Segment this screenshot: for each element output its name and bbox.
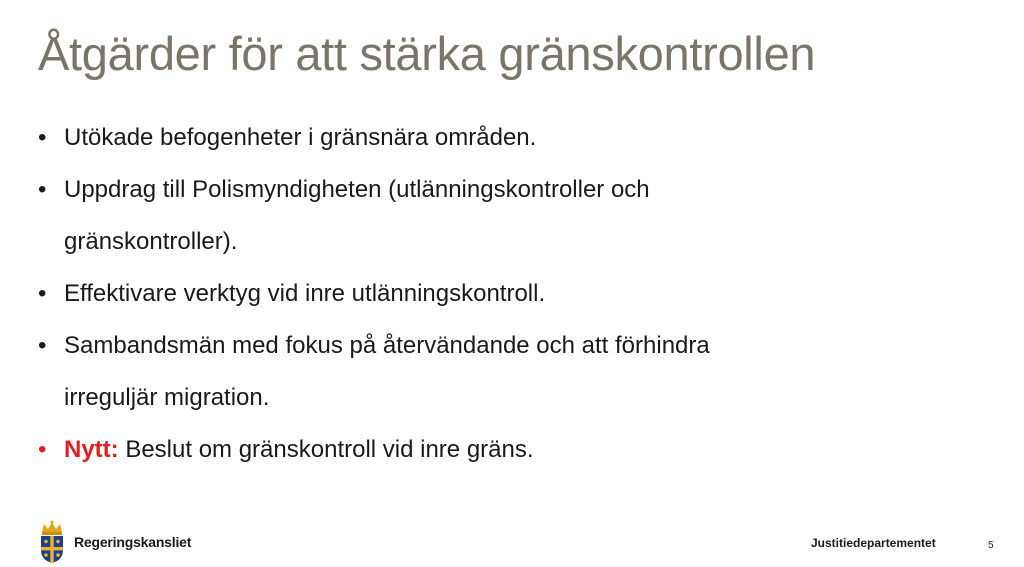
bullet-list: [38, 112, 798, 476]
slide-title: Åtgärder för att stärka gränskontrollen: [38, 27, 816, 80]
bullet-marker: •: [38, 176, 47, 203]
bullet-marker: •: [38, 436, 47, 463]
bullet-item: [38, 164, 764, 268]
bullet-marker: •: [38, 124, 47, 151]
government-logo: [38, 520, 191, 564]
bullet-marker: •: [38, 332, 47, 359]
bullet-text: Effektivare verktyg vid inre utlänningskontroll.: [64, 280, 546, 307]
page-number: 5: [988, 540, 994, 551]
bullet-text: Beslut om gränskontroll vid inre gräns.: [125, 436, 534, 463]
bullet-item: [38, 112, 798, 164]
bullet-text: Utökade befogenheter i gränsnära områden.: [64, 124, 537, 151]
bullet-marker: •: [38, 280, 47, 307]
crown-shield-crest-icon: [38, 520, 66, 564]
department-name: Justitiedepartementet: [811, 536, 936, 550]
bullet-item: [38, 320, 764, 424]
bullet-text: Uppdrag till Polismyndigheten (utlänningskontroller och gränskontroller).: [64, 176, 650, 255]
logo-text: Regeringskansliet: [74, 534, 192, 550]
bullet-text: Sambandsmän med fokus på återvändande och att förhindra irreguljär migration.: [64, 332, 710, 411]
bullet-item: [38, 268, 798, 320]
bullet-item-new: [38, 424, 798, 476]
new-keyword: Nytt:: [64, 436, 126, 463]
